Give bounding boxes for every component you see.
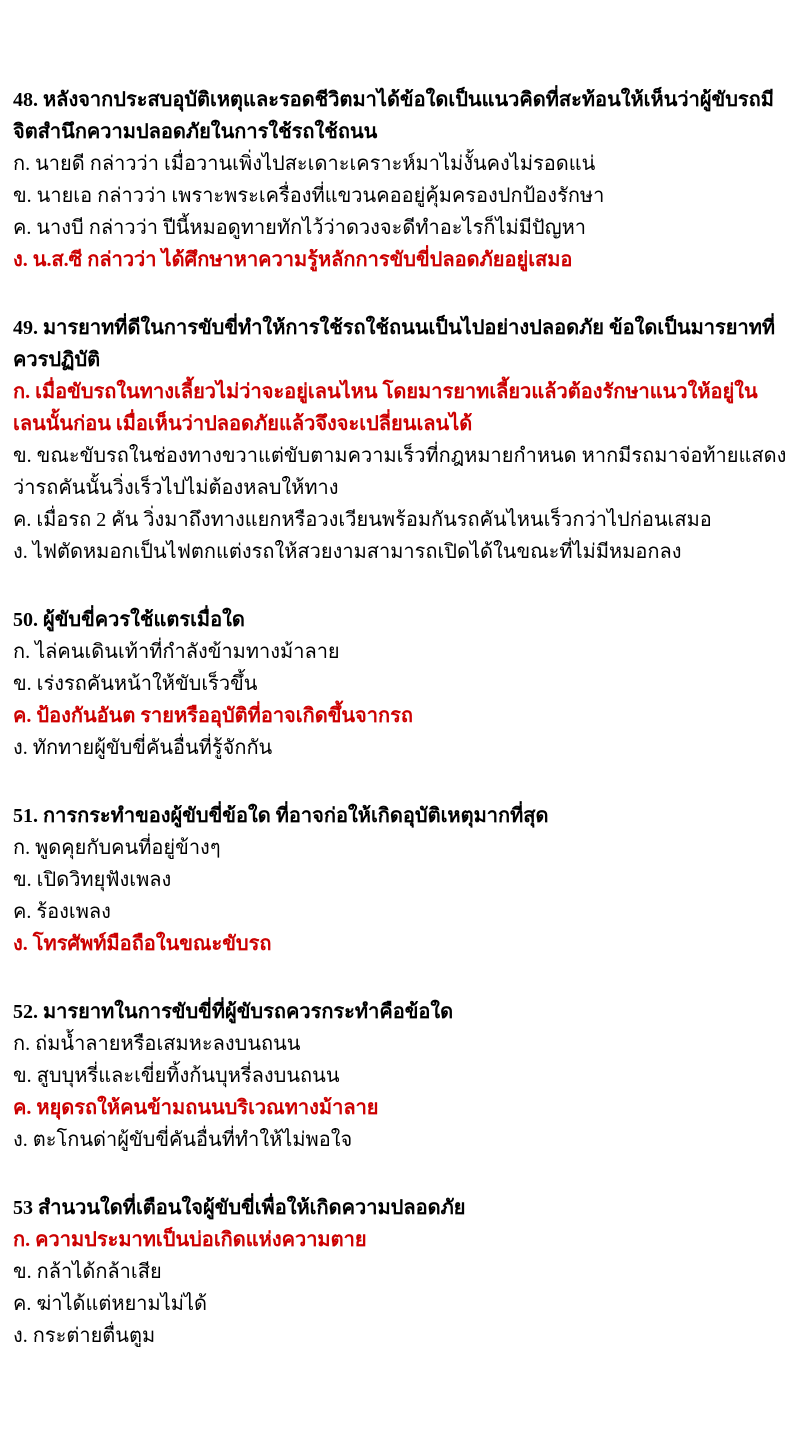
question-51-option-a: ก. พูดคุยกับคนที่อยู่ข้างๆ — [13, 837, 221, 859]
question-52-option-c: ค. หยุดรถให้คนข้ามถนนบริเวณทางม้าลาย — [13, 1097, 379, 1119]
question-50-option-c: ค. ป้องกันอันต รายหรืออุบัติที่อาจเกิดขึ้นจากรถ — [13, 705, 413, 727]
question-53-option-b: ข. กล้าได้กล้าเสีย — [13, 1261, 162, 1283]
question-53-option-a: ก. ความประมาทเป็นบ่อเกิดแห่งความตาย — [13, 1229, 367, 1251]
question-49-option-c: ค. เมื่อรถ 2 คัน วิ่งมาถึงทางแยกหรือวงเวียนพร้อมกันรถคันไหนเร็วกว่าไปก่อนเสมอ — [13, 509, 712, 531]
question-48-option-b: ข. นายเอ กล่าวว่า เพราะพระเครื่องที่แขวนคออยู่คุ้มครองปกป้องรักษา — [13, 185, 605, 207]
question-50-option-d: ง. ทักทายผู้ขับขี่คันอื่นที่รู้จักกัน — [13, 737, 273, 759]
question-50 — [13, 604, 790, 764]
question-53-option-d: ง. กระต่ายตื่นตูม — [13, 1325, 156, 1347]
question-53-title: 53 สำนวนใดที่เตือนใจผู้ขับขี่เพื่อให้เกิดความปลอดภัย — [13, 1197, 466, 1219]
question-49-title: 49. มารยาทที่ดีในการขับขี่ทำให้การใช้รถใช้ถนนเป็นไปอย่างปลอดภัย ข้อใดเป็นมารยาทที่ควรปฏิบัติ — [13, 317, 776, 371]
question-48-title: 48. หลังจากประสบอุบัติเหตุและรอดชีวิตมาได้ข้อใดเป็นแนวคิดที่สะท้อนให้เห็นว่าผู้ขับรถมีจิตสำนึกความปลอดภัยในการใช้รถใช้ถนน — [13, 89, 774, 143]
question-48-option-a: ก. นายดี กล่าวว่า เมื่อวานเพิ่งไปสะเดาะเคราะห์มาไม่งั้นคงไม่รอดแน่ — [13, 153, 596, 175]
question-49-option-a: ก. เมื่อขับรถในทางเลี้ยวไม่ว่าจะอยู่เลนไหน โดยมารยาทเลี้ยวแล้วต้องรักษาแนวให้อยู่ในเลนนั้นก่อน เมื่อเห็นว่าปลอดภัยแล้วจึงจะเปลี่ยนเลนได้ — [13, 381, 758, 435]
question-50-option-b: ข. เร่งรถคันหน้าให้ขับเร็วขึ้น — [13, 673, 258, 695]
question-51-option-d: ง. โทรศัพท์มือถือในขณะขับรถ — [13, 933, 272, 955]
question-52-title: 52. มารยาทในการขับขี่ที่ผู้ขับรถควรกระทำคือข้อใด — [13, 1001, 454, 1023]
question-51 — [13, 800, 790, 960]
question-48 — [13, 84, 790, 276]
question-53 — [13, 1192, 790, 1352]
question-49 — [13, 312, 790, 568]
question-51-option-b: ข. เปิดวิทยุฟังเพลง — [13, 869, 172, 891]
question-51-option-c: ค. ร้องเพลง — [13, 901, 111, 923]
question-49-option-b: ข. ขณะขับรถในช่องทางขวาแต่ขับตามความเร็วที่กฎหมายกำหนด หากมีรถมาจ่อท้ายแสดงว่ารถคันนั้นวิ่งเร็วไปไม่ต้องหลบให้ทาง — [13, 445, 787, 499]
question-52-option-b: ข. สูบบุหรี่และเขี่ยทิ้งก้นบุหรี่ลงบนถนน — [13, 1065, 340, 1087]
question-52 — [13, 996, 790, 1156]
question-52-option-a: ก. ถ่มน้ำลายหรือเสมหะลงบนถนน — [13, 1033, 301, 1055]
question-50-title: 50. ผู้ขับขี่ควรใช้แตรเมื่อใด — [13, 609, 245, 631]
question-48-option-c: ค. นางบี กล่าวว่า ปีนี้หมอดูทายทักไว้ว่าดวงจะดีทำอะไรก็ไม่มีปัญหา — [13, 217, 587, 239]
question-49-option-d: ง. ไฟตัดหมอกเป็นไฟตกแต่งรถให้สวยงามสามารถเปิดได้ในขณะที่ไม่มีหมอกลง — [13, 541, 682, 563]
question-50-option-a: ก. ไล่คนเดินเท้าที่กำลังข้ามทางม้าลาย — [13, 641, 340, 663]
question-51-title: 51. การกระทำของผู้ขับขี่ข้อใด ที่อาจก่อให้เกิดอุบัติเหตุมากที่สุด — [13, 805, 549, 827]
question-52-option-d: ง. ตะโกนด่าผู้ขับขี่คันอื่นที่ทำให้ไม่พอใจ — [13, 1129, 353, 1151]
question-48-option-d: ง. น.ส.ซี กล่าวว่า ได้ศึกษาหาความรู้หลักการขับขี่ปลอดภัยอยู่เสมอ — [13, 249, 573, 271]
question-53-option-c: ค. ฆ่าได้แต่หยามไม่ได้ — [13, 1293, 207, 1315]
